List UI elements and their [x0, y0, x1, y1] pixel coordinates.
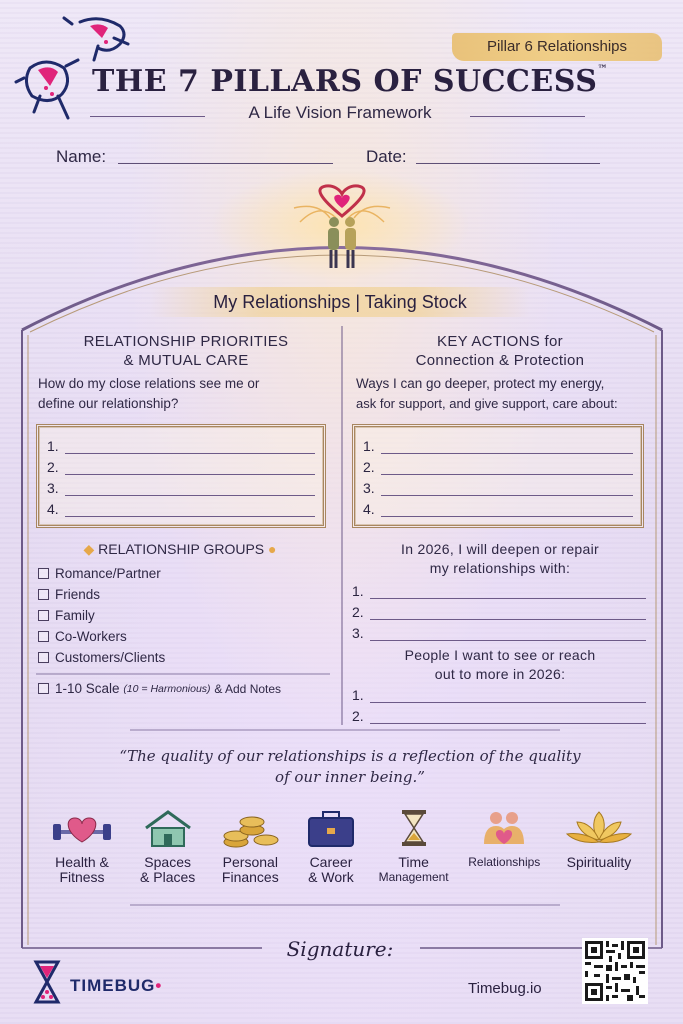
write-line[interactable]: [370, 710, 646, 724]
pillar-label: & Work: [308, 869, 354, 885]
left-prompt-line1: How do my close relations see me or: [38, 376, 260, 391]
pillar-label: Management: [378, 870, 449, 884]
sparkle-icon: ●: [264, 541, 277, 557]
list-item[interactable]: [363, 496, 633, 517]
deepen-heading: [350, 540, 650, 578]
deepen-line1: In 2026, I will deepen or repair: [401, 541, 599, 557]
actions-list-box: [352, 424, 644, 528]
quote: [80, 746, 620, 788]
group-label: Friends: [55, 587, 101, 602]
pillar-label: Spaces: [144, 854, 191, 870]
brand-dot-icon: •: [155, 976, 163, 995]
reach-line1: People I want to see or reach: [404, 647, 596, 663]
list-item[interactable]: [352, 578, 646, 599]
list-item[interactable]: [47, 496, 315, 517]
list-number: 1.: [47, 438, 59, 454]
group-label: Co-Workers: [55, 629, 127, 644]
scale-option[interactable]: [38, 678, 338, 699]
pillar-label: Career: [309, 854, 353, 870]
scale-suffix: & Add Notes: [214, 681, 282, 696]
quote-line1: “The quality of our relationships is a reflection of the quality: [119, 747, 581, 765]
write-line[interactable]: [370, 606, 646, 620]
list-number: 1.: [352, 687, 364, 703]
pillar-spirituality: [554, 806, 644, 892]
briefcase-icon: [303, 806, 359, 850]
right-prompt-line2: ask for support, and give support, care about:: [356, 396, 618, 411]
list-number: 3.: [47, 480, 59, 496]
pillar-career: [298, 806, 364, 892]
write-line[interactable]: [381, 503, 633, 517]
reach-list: [352, 682, 646, 724]
subtitle-rule-right: [470, 116, 585, 117]
group-family[interactable]: [38, 605, 328, 626]
brand-text: TIMEBUG: [70, 976, 156, 995]
couple-heart-icon: [290, 182, 394, 274]
checkbox[interactable]: [38, 652, 49, 663]
pillars-row: [40, 806, 644, 892]
right-column-title: [350, 332, 650, 370]
list-item[interactable]: [363, 454, 633, 475]
groups-checklist: [38, 563, 328, 668]
list-item[interactable]: [363, 475, 633, 496]
scale-label: 1-10 Scale: [55, 681, 120, 696]
group-label: Customers/Clients: [55, 650, 166, 665]
groups-title: [40, 541, 320, 558]
list-item[interactable]: [352, 620, 646, 641]
pillar-label: Personal: [222, 854, 278, 870]
left-column-title: [36, 332, 336, 370]
pillar-tag: Pillar 6 Relationships: [452, 33, 662, 61]
deepen-list: [352, 578, 646, 641]
pillar-label: Health &: [55, 854, 109, 870]
list-number: 3.: [352, 625, 364, 641]
date-field[interactable]: [416, 163, 600, 164]
group-label: Romance/Partner: [55, 566, 161, 581]
website-link[interactable]: Timebug.io: [468, 980, 542, 997]
list-number: 4.: [363, 501, 375, 517]
group-coworkers[interactable]: [38, 626, 328, 647]
list-item[interactable]: [47, 433, 315, 454]
group-friends[interactable]: [38, 584, 328, 605]
write-line[interactable]: [381, 440, 633, 454]
pillar-health: [40, 806, 124, 892]
pillar-label: Relationships: [468, 855, 541, 869]
sparkle-icon: ◆: [83, 541, 99, 557]
pillar-label: & Places: [140, 869, 196, 885]
pillar-relationships: [463, 806, 545, 892]
people-heart-icon: [476, 806, 532, 850]
signature-field[interactable]: [270, 966, 420, 967]
groups-title-text: RELATIONSHIP GROUPS: [98, 541, 265, 557]
list-item[interactable]: [352, 682, 646, 703]
checkbox[interactable]: [38, 610, 49, 621]
list-number: 1.: [352, 583, 364, 599]
list-item[interactable]: [47, 475, 315, 496]
write-line[interactable]: [381, 482, 633, 496]
name-field[interactable]: [118, 163, 333, 164]
deepen-line2: my relationships with:: [429, 560, 571, 576]
group-label: Family: [55, 608, 95, 623]
page-title: [80, 64, 620, 99]
pillar-label: Finances: [221, 869, 279, 885]
title-text: THE 7 PILLARS OF SUCCESS: [92, 64, 598, 99]
right-prompt: [356, 374, 656, 414]
list-number: 2.: [47, 459, 59, 475]
dumbbell-heart-icon: [47, 806, 117, 850]
hourglass-icon: [392, 806, 436, 850]
group-romance[interactable]: [38, 563, 328, 584]
checkbox[interactable]: [38, 683, 49, 694]
right-prompt-line1: Ways I can go deeper, protect my energy,: [356, 376, 605, 391]
pillar-label: Spirituality: [566, 854, 632, 870]
write-line[interactable]: [381, 461, 633, 475]
write-line[interactable]: [370, 585, 646, 599]
signature-label: Signature:: [286, 937, 394, 961]
brand-name: [70, 976, 162, 996]
write-line[interactable]: [65, 482, 315, 496]
write-line[interactable]: [65, 461, 315, 475]
list-item[interactable]: [363, 433, 633, 454]
page-subtitle: A Life Vision Framework: [248, 103, 432, 122]
left-title-line2: & MUTUAL CARE: [123, 352, 249, 369]
name-label: Name:: [56, 147, 107, 166]
right-title-line1: KEY ACTIONS for: [437, 333, 563, 350]
checkbox[interactable]: [38, 568, 49, 579]
list-number: 2.: [352, 604, 364, 620]
checkbox[interactable]: [38, 631, 49, 642]
coins-icon: [218, 806, 282, 850]
quote-line2: of our inner being.”: [275, 768, 425, 786]
right-title-line2: Connection & Protection: [415, 352, 585, 369]
priorities-list-box: [36, 424, 326, 528]
left-prompt-line2: define our relationship?: [38, 396, 179, 411]
pillar-spaces: [133, 806, 203, 892]
list-number: 4.: [47, 501, 59, 517]
write-line[interactable]: [370, 689, 646, 703]
lotus-icon: [563, 806, 635, 850]
pillar-finances: [211, 806, 289, 892]
list-number: 2.: [352, 708, 364, 724]
list-number: 3.: [363, 480, 375, 496]
list-number: 1.: [363, 438, 375, 454]
timebug-logo-icon: [30, 958, 64, 1006]
section-title: My Relationships | Taking Stock: [150, 287, 530, 317]
write-line[interactable]: [65, 503, 315, 517]
list-item[interactable]: [352, 703, 646, 724]
group-customers[interactable]: [38, 647, 328, 668]
list-item[interactable]: [352, 599, 646, 620]
qr-code-icon[interactable]: [582, 938, 648, 1004]
pillar-label: Time: [398, 854, 429, 870]
reach-heading: [350, 646, 650, 684]
pillar-time: [373, 806, 455, 892]
trademark-mark: ™: [597, 64, 608, 75]
house-icon: [140, 806, 196, 850]
checkbox[interactable]: [38, 589, 49, 600]
date-label: Date:: [366, 147, 407, 166]
write-line[interactable]: [65, 440, 315, 454]
reach-line2: out to more in 2026:: [434, 666, 566, 682]
scale-note: (10 = Harmonious): [123, 682, 211, 695]
left-prompt: [38, 374, 338, 414]
pillar-label: Fitness: [59, 869, 105, 885]
list-number: 2.: [363, 459, 375, 475]
write-line[interactable]: [370, 627, 646, 641]
left-title-line1: RELATIONSHIP PRIORITIES: [83, 333, 289, 350]
list-item[interactable]: [47, 454, 315, 475]
